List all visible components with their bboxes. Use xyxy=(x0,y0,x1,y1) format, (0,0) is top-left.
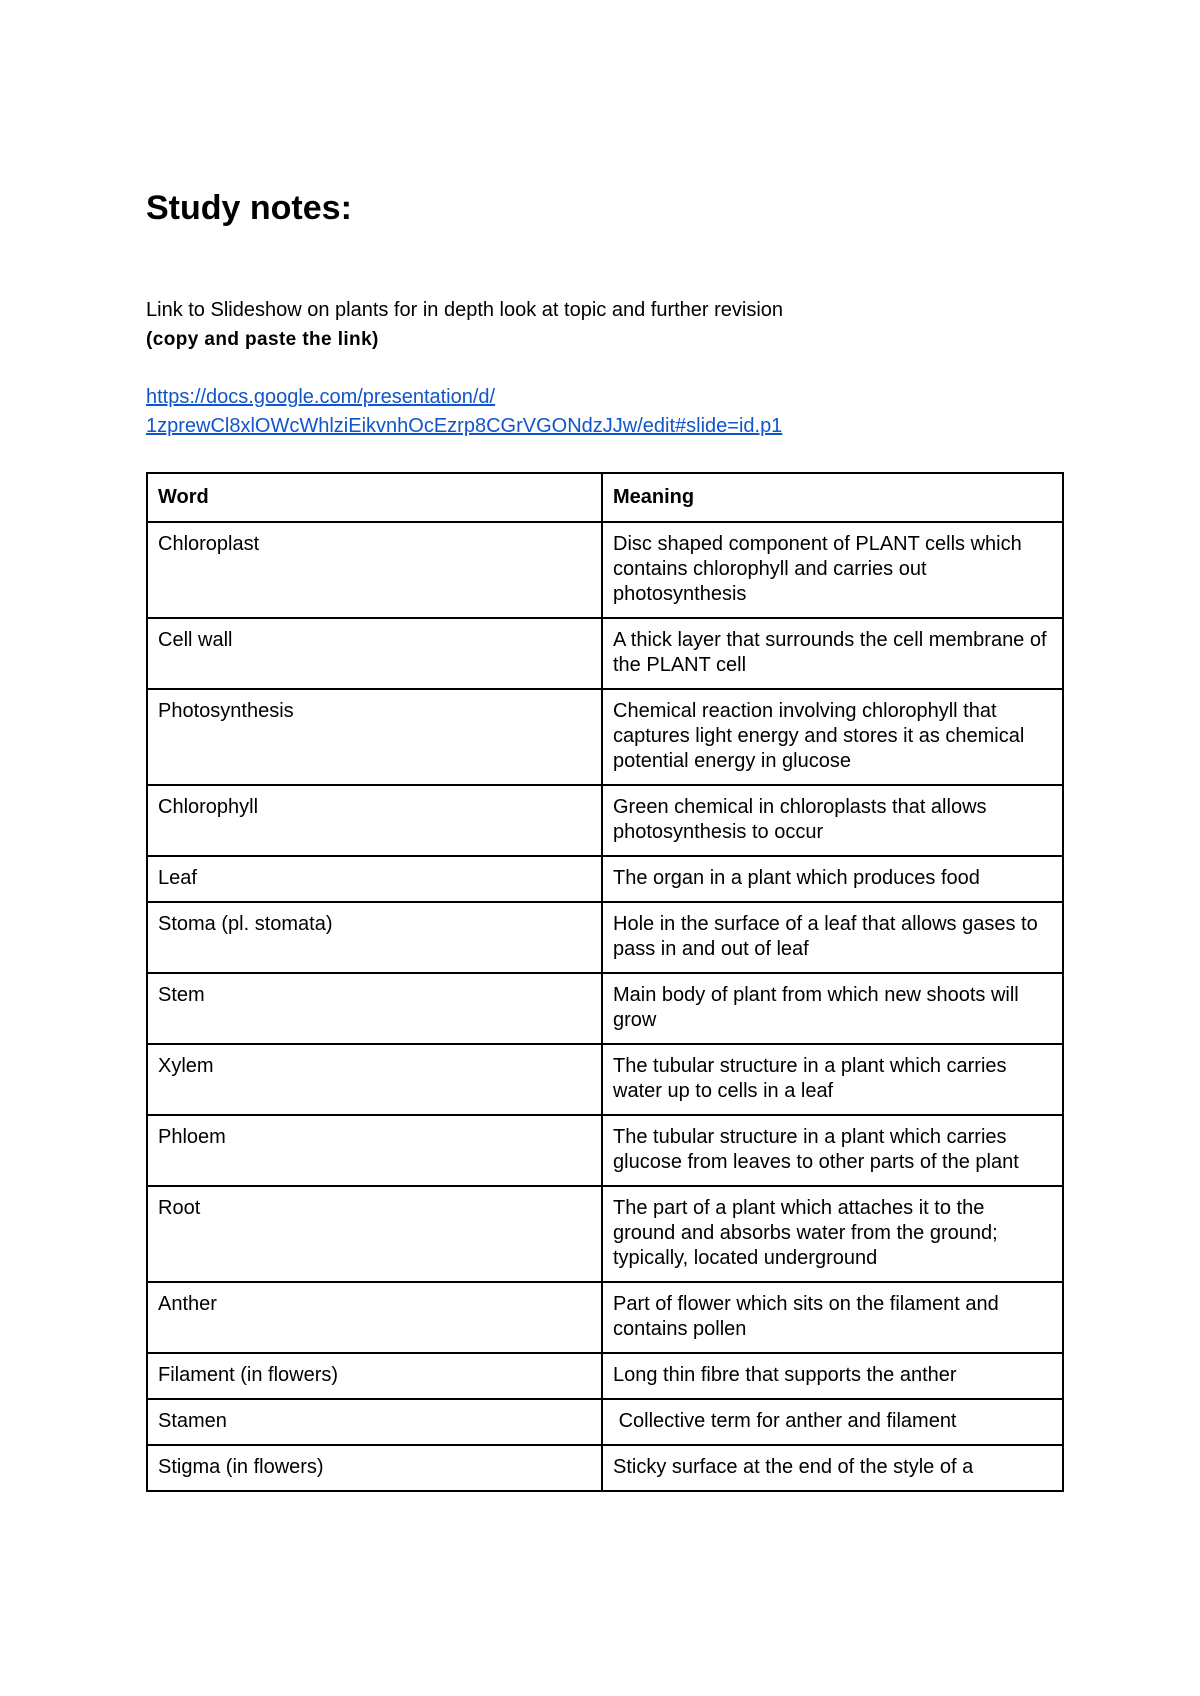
word-cell: Chlorophyll xyxy=(147,785,602,856)
table-row xyxy=(147,785,1063,856)
meaning-cell: The organ in a plant which produces food xyxy=(602,856,1063,902)
word-cell: Stem xyxy=(147,973,602,1044)
page-title: Study notes: xyxy=(146,189,352,227)
header-word: Word xyxy=(147,473,602,522)
meaning-cell: Long thin fibre that supports the anther xyxy=(602,1353,1063,1399)
word-cell: Cell wall xyxy=(147,618,602,689)
table-row xyxy=(147,522,1063,618)
table-row xyxy=(147,902,1063,973)
meaning-cell: The tubular structure in a plant which carries glucose from leaves to other parts of the plant xyxy=(602,1115,1063,1186)
meaning-cell: Chemical reaction involving chlorophyll that captures light energy and stores it as chemical potential energy in glucose xyxy=(602,689,1063,785)
meaning-cell: The tubular structure in a plant which carries water up to cells in a leaf xyxy=(602,1044,1063,1115)
meaning-cell: Part of flower which sits on the filament and contains pollen xyxy=(602,1282,1063,1353)
table-row xyxy=(147,1186,1063,1282)
table-row xyxy=(147,856,1063,902)
meaning-cell: Main body of plant from which new shoots will grow xyxy=(602,973,1063,1044)
table-row xyxy=(147,1353,1063,1399)
table-header-row xyxy=(147,473,1063,522)
table-row xyxy=(147,1044,1063,1115)
table-row xyxy=(147,1115,1063,1186)
table-row xyxy=(147,1399,1063,1445)
word-cell: Photosynthesis xyxy=(147,689,602,785)
word-cell: Leaf xyxy=(147,856,602,902)
word-cell: Stoma (pl. stomata) xyxy=(147,902,602,973)
table-row xyxy=(147,1445,1063,1491)
instruction-text: (copy and paste the link) xyxy=(146,329,379,350)
table-row xyxy=(147,973,1063,1044)
word-cell: Phloem xyxy=(147,1115,602,1186)
meaning-cell: Hole in the surface of a leaf that allows gases to pass in and out of leaf xyxy=(602,902,1063,973)
table-row xyxy=(147,618,1063,689)
word-cell: Filament (in flowers) xyxy=(147,1353,602,1399)
slideshow-link-line-2[interactable]: 1zprewCl8xlOWcWhlziEikvnhOcEzrp8CGrVGONdzJJw/edit#slide=id.p1 xyxy=(146,415,783,437)
meaning-cell: A thick layer that surrounds the cell membrane of the PLANT cell xyxy=(602,618,1063,689)
meaning-cell: The part of a plant which attaches it to the ground and absorbs water from the ground; typically, located underground xyxy=(602,1186,1063,1282)
meaning-cell: Sticky surface at the end of the style of a xyxy=(602,1445,1063,1491)
table-row xyxy=(147,689,1063,785)
word-cell: Anther xyxy=(147,1282,602,1353)
meaning-cell: Green chemical in chloroplasts that allows photosynthesis to occur xyxy=(602,785,1063,856)
word-cell: Chloroplast xyxy=(147,522,602,618)
intro-text: Link to Slideshow on plants for in depth look at topic and further revision xyxy=(146,299,784,321)
word-cell: Root xyxy=(147,1186,602,1282)
glossary-table xyxy=(146,472,1064,1492)
header-meaning: Meaning xyxy=(602,473,1063,522)
slideshow-link[interactable] xyxy=(146,383,782,441)
word-cell: Stamen xyxy=(147,1399,602,1445)
table-row xyxy=(147,1282,1063,1353)
slideshow-link-line-1[interactable]: https://docs.google.com/presentation/d/ xyxy=(146,386,496,408)
word-cell: Stigma (in flowers) xyxy=(147,1445,602,1491)
meaning-cell: Disc shaped component of PLANT cells which contains chlorophyll and carries out photosynthesis xyxy=(602,522,1063,618)
word-cell: Xylem xyxy=(147,1044,602,1115)
meaning-cell: Collective term for anther and filament xyxy=(602,1399,1063,1445)
